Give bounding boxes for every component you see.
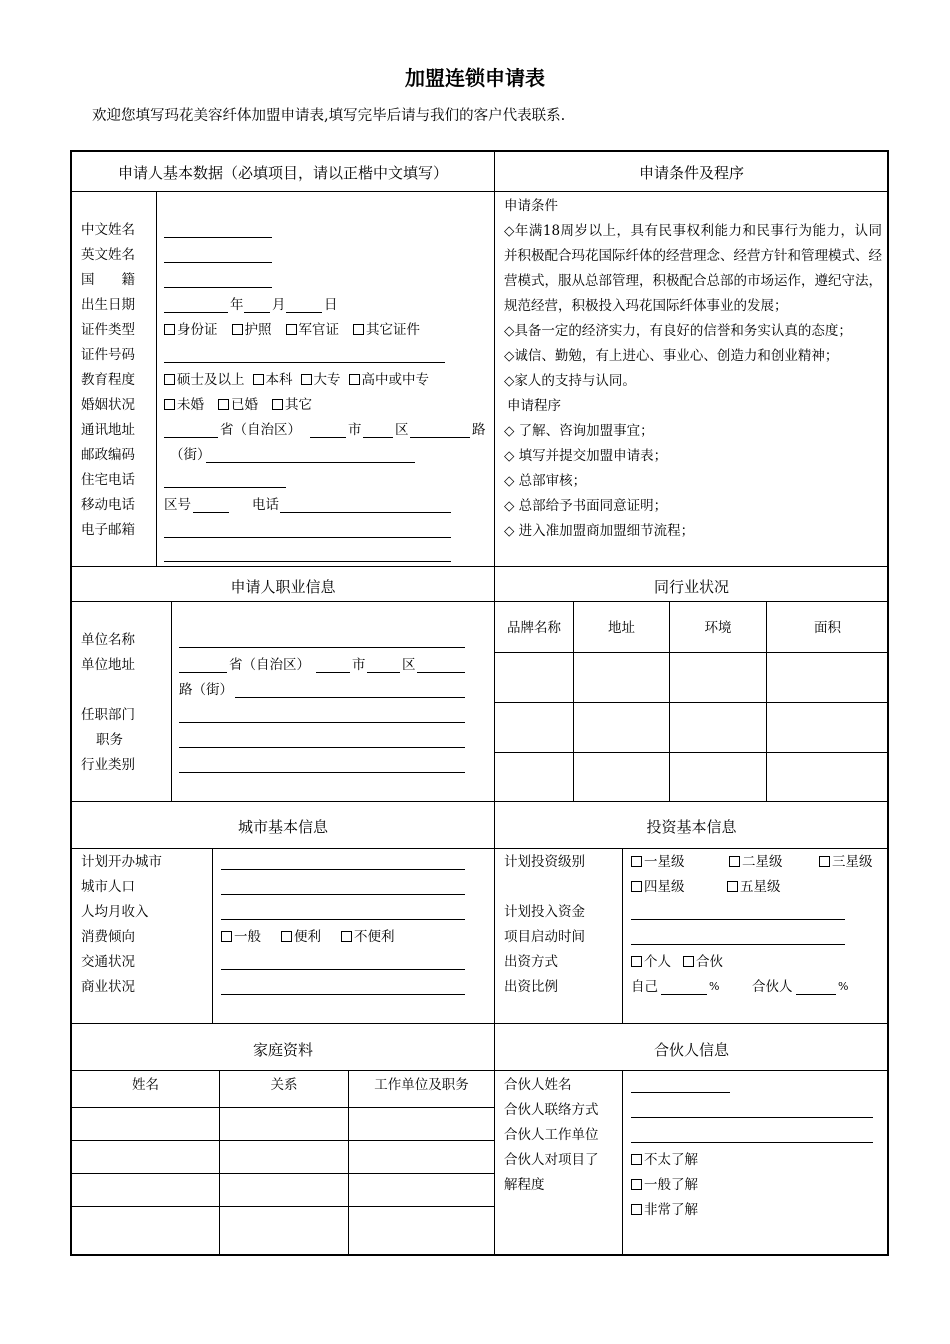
home-phone-field[interactable] bbox=[164, 487, 286, 488]
id-number-field[interactable] bbox=[164, 362, 445, 363]
peer-col-environment: 环境 bbox=[704, 620, 732, 636]
birth-year-field[interactable] bbox=[164, 312, 228, 313]
partner-employer-field[interactable] bbox=[631, 1142, 873, 1143]
procedure-item: ◇ 总部给予书面同意证明； bbox=[504, 498, 668, 514]
id-type-option[interactable]: 身份证 bbox=[164, 322, 218, 338]
company-road-label: 路（街） bbox=[179, 682, 233, 698]
label-home-phone: 住宅电话 bbox=[81, 472, 135, 488]
procedure-item: ◇ 了解、咨询加盟事宜； bbox=[504, 423, 654, 439]
company-city-field[interactable] bbox=[316, 672, 350, 673]
position-field[interactable] bbox=[179, 747, 465, 748]
self-ratio-label: 自己 bbox=[631, 979, 658, 995]
label-funding-method: 出资方式 bbox=[504, 954, 558, 970]
english-name-field[interactable] bbox=[164, 262, 272, 263]
mobile-field[interactable] bbox=[280, 512, 451, 513]
peer-col-address: 地址 bbox=[608, 620, 635, 636]
road-label: 路 bbox=[472, 422, 486, 438]
department-field[interactable] bbox=[179, 722, 465, 723]
partner-pct: % bbox=[838, 980, 849, 993]
company-province-label: 省（自治区） bbox=[229, 657, 310, 673]
partner-contact-field[interactable] bbox=[631, 1117, 873, 1118]
income-field[interactable] bbox=[221, 919, 465, 920]
label-population: 城市人口 bbox=[81, 879, 135, 895]
chinese-name-field[interactable] bbox=[164, 237, 272, 238]
partner-name-field[interactable] bbox=[631, 1092, 730, 1093]
consumption-option[interactable]: 一般 bbox=[221, 929, 261, 945]
plan-city-field[interactable] bbox=[221, 869, 465, 870]
company-province-field[interactable] bbox=[179, 672, 227, 673]
address-road-field[interactable] bbox=[410, 437, 470, 438]
conditions-title: 申请条件 bbox=[504, 198, 558, 214]
star-option[interactable]: 五星级 bbox=[727, 877, 781, 897]
procedures-title: 申请程序 bbox=[507, 398, 561, 414]
education-option[interactable]: 硕士及以上 bbox=[164, 372, 245, 388]
address-district-field[interactable] bbox=[363, 437, 393, 438]
label-id-number: 证件号码 bbox=[81, 347, 135, 363]
family-col-name: 姓名 bbox=[132, 1077, 159, 1093]
peer-status-header: 同行业状况 bbox=[653, 578, 729, 596]
checkbox-icon bbox=[272, 399, 283, 410]
population-field[interactable] bbox=[221, 894, 465, 895]
province-label: 省（自治区） bbox=[220, 422, 301, 438]
label-partner-contact: 合伙人联络方式 bbox=[504, 1102, 599, 1118]
marital-option[interactable]: 已婚 bbox=[218, 397, 258, 413]
checkbox-icon bbox=[164, 399, 175, 410]
birth-month-field[interactable] bbox=[244, 312, 270, 313]
day-label: 日 bbox=[324, 297, 338, 313]
funding-option[interactable]: 个人 bbox=[631, 954, 671, 970]
partner-ratio-label: 合伙人 bbox=[752, 979, 793, 995]
address-province-field[interactable] bbox=[164, 437, 218, 438]
job-info-header: 申请人职业信息 bbox=[230, 578, 336, 596]
label-company: 单位名称 bbox=[81, 632, 135, 648]
label-email: 电子邮箱 bbox=[81, 522, 135, 538]
company-field[interactable] bbox=[179, 647, 465, 648]
checkbox-icon bbox=[253, 374, 264, 385]
condition-item: ◇家人的支持与认同。 bbox=[504, 373, 636, 389]
checkbox-icon bbox=[727, 881, 738, 892]
star-option[interactable]: 四星级 bbox=[631, 877, 685, 897]
label-postcode: 邮政编码 bbox=[81, 447, 135, 463]
understanding-option[interactable]: 不太了解 bbox=[631, 1150, 698, 1170]
education-option[interactable]: 本科 bbox=[253, 372, 293, 388]
checkbox-icon bbox=[631, 881, 642, 892]
address-street-field[interactable] bbox=[206, 462, 415, 463]
label-mobile: 移动电话 bbox=[81, 497, 135, 513]
area-code-field[interactable] bbox=[193, 512, 229, 513]
id-type-options bbox=[164, 320, 434, 340]
label-business: 商业状况 bbox=[81, 979, 135, 995]
conditions-body bbox=[504, 194, 882, 544]
label-nationality: 国 籍 bbox=[81, 272, 135, 288]
label-marital: 婚姻状况 bbox=[81, 397, 135, 413]
checkbox-icon bbox=[232, 324, 243, 335]
funding-option[interactable]: 合伙 bbox=[683, 954, 723, 970]
marital-option[interactable]: 未婚 bbox=[164, 397, 204, 413]
peer-col-area: 面积 bbox=[814, 620, 841, 636]
city-label: 市 bbox=[348, 422, 362, 438]
marital-options bbox=[164, 395, 326, 415]
conditions-header: 申请条件及程序 bbox=[638, 164, 744, 182]
form-title: 加盟连锁申请表 bbox=[405, 66, 545, 90]
funding-options bbox=[631, 952, 737, 972]
consumption-options bbox=[221, 927, 409, 947]
area-code-label: 区号 bbox=[164, 497, 191, 513]
label-position: 职务 bbox=[96, 732, 123, 748]
label-partner-understanding: 合伙人对项目了 bbox=[504, 1152, 599, 1168]
business-field[interactable] bbox=[221, 994, 465, 995]
peer-col-brand: 品牌名称 bbox=[507, 620, 561, 636]
phone-label: 电话 bbox=[252, 497, 279, 513]
checkbox-icon bbox=[819, 856, 830, 867]
city-info-header: 城市基本信息 bbox=[237, 818, 328, 836]
company-district-field[interactable] bbox=[367, 672, 400, 673]
checkbox-icon bbox=[301, 374, 312, 385]
label-industry: 行业类别 bbox=[81, 757, 135, 773]
education-options bbox=[164, 370, 429, 390]
condition-item: ◇年满18周岁以上，具有民事权利能力和民事行为能力，认同并积极配合玛花国际纤体的经营理念、经营方针和管理模式、经营模式，服从总部管理，积极配合总部的市场运作，遵纪守法，规范经营，积极投入玛花国际纤体事业的发展； bbox=[504, 223, 882, 314]
label-address: 通讯地址 bbox=[81, 422, 135, 438]
district-label: 区 bbox=[395, 422, 409, 438]
label-chinese-name: 中文姓名 bbox=[81, 222, 135, 238]
label-company-address: 单位地址 bbox=[81, 657, 135, 673]
checkbox-icon bbox=[631, 1154, 642, 1165]
checkbox-icon bbox=[286, 324, 297, 335]
label-consumption: 消费倾向 bbox=[81, 929, 135, 945]
email-field[interactable] bbox=[164, 537, 451, 538]
family-col-work: 工作单位及职务 bbox=[374, 1077, 469, 1093]
checkbox-icon bbox=[631, 956, 642, 967]
checkbox-icon bbox=[218, 399, 229, 410]
label-education: 教育程度 bbox=[81, 372, 135, 388]
industry-field[interactable] bbox=[179, 772, 465, 773]
year-label: 年 bbox=[230, 297, 244, 313]
label-partner-employer: 合伙人工作单位 bbox=[504, 1127, 599, 1143]
checkbox-icon bbox=[631, 1179, 642, 1190]
condition-item: ◇具备一定的经济实力，有良好的信誉和务实认真的态度； bbox=[504, 323, 852, 339]
company-road-field[interactable] bbox=[417, 672, 465, 673]
checkbox-icon bbox=[353, 324, 364, 335]
checkbox-icon bbox=[683, 956, 694, 967]
self-pct: % bbox=[709, 980, 720, 993]
consumption-option[interactable]: 便利 bbox=[281, 929, 321, 945]
label-plan-city: 计划开办城市 bbox=[81, 854, 162, 870]
id-type-option[interactable]: 其它证件 bbox=[353, 322, 420, 338]
family-info-header: 家庭资料 bbox=[252, 1041, 313, 1059]
checkbox-icon bbox=[341, 931, 352, 942]
procedure-item: ◇ 填写并提交加盟申请表； bbox=[504, 448, 668, 464]
checkbox-icon bbox=[631, 856, 642, 867]
id-type-option[interactable]: 军官证 bbox=[286, 322, 340, 338]
label-english-name: 英文姓名 bbox=[81, 247, 135, 263]
checkbox-icon bbox=[729, 856, 740, 867]
condition-item: ◇诚信、勤勉，有上进心、事业心、创造力和创业精神； bbox=[504, 348, 839, 364]
label-start-time: 项目启动时间 bbox=[504, 929, 585, 945]
family-col-relation: 关系 bbox=[270, 1077, 298, 1093]
label-id-type: 证件类型 bbox=[81, 322, 135, 338]
checkbox-icon bbox=[349, 374, 360, 385]
company-street-field[interactable] bbox=[235, 697, 465, 698]
partner-info-header: 合伙人信息 bbox=[653, 1041, 729, 1059]
id-type-option[interactable]: 护照 bbox=[232, 322, 272, 338]
nationality-field[interactable] bbox=[164, 287, 272, 288]
street-label: （街） bbox=[170, 447, 211, 463]
label-traffic: 交通状况 bbox=[81, 954, 135, 970]
self-ratio-field[interactable] bbox=[661, 994, 707, 995]
label-birthdate: 出生日期 bbox=[81, 297, 135, 313]
checkbox-icon bbox=[221, 931, 232, 942]
procedure-item: ◇ 总部审核； bbox=[504, 473, 587, 489]
invest-info-header: 投资基本信息 bbox=[646, 818, 737, 836]
company-district-label: 区 bbox=[402, 657, 416, 673]
label-invest-funds: 计划投入资金 bbox=[504, 904, 585, 920]
start-time-field[interactable] bbox=[631, 944, 845, 945]
label-invest-level: 计划投资级别 bbox=[504, 854, 585, 870]
education-option[interactable]: 高中或中专 bbox=[349, 372, 430, 388]
checkbox-icon bbox=[164, 324, 175, 335]
label-partner-understanding-2: 解程度 bbox=[504, 1177, 545, 1193]
checkbox-icon bbox=[281, 931, 292, 942]
company-city-label: 市 bbox=[352, 657, 366, 673]
label-funding-ratio: 出资比例 bbox=[504, 979, 558, 995]
label-department: 任职部门 bbox=[81, 707, 135, 723]
basic-info-header: 申请人基本数据（必填项目，请以正楷中文填写） bbox=[117, 164, 448, 182]
procedure-item: ◇ 进入准加盟商加盟细节流程； bbox=[504, 523, 695, 539]
birth-day-field[interactable] bbox=[286, 312, 322, 313]
traffic-field[interactable] bbox=[221, 969, 465, 970]
understanding-option[interactable]: 一般了解 bbox=[631, 1175, 698, 1195]
checkbox-icon bbox=[631, 1204, 642, 1215]
partner-ratio-field[interactable] bbox=[796, 994, 836, 995]
email-field-2[interactable] bbox=[164, 561, 451, 562]
education-option[interactable]: 大专 bbox=[301, 372, 341, 388]
marital-option[interactable]: 其它 bbox=[272, 397, 312, 413]
star-option[interactable]: 一星级 bbox=[631, 852, 685, 872]
month-label: 月 bbox=[272, 297, 286, 313]
intro-text: 欢迎您填写玛花美容纤体加盟申请表,填写完毕后请与我们的客户代表联系. bbox=[92, 108, 566, 124]
checkbox-icon bbox=[164, 374, 175, 385]
label-income: 人均月收入 bbox=[81, 904, 149, 920]
label-partner-name: 合伙人姓名 bbox=[504, 1077, 572, 1093]
star-option[interactable]: 二星级 bbox=[729, 852, 783, 872]
consumption-option[interactable]: 不便利 bbox=[341, 929, 395, 945]
star-option[interactable]: 三星级 bbox=[819, 852, 873, 872]
invest-funds-field[interactable] bbox=[631, 919, 845, 920]
address-city-field[interactable] bbox=[310, 437, 346, 438]
understanding-option[interactable]: 非常了解 bbox=[631, 1200, 698, 1220]
